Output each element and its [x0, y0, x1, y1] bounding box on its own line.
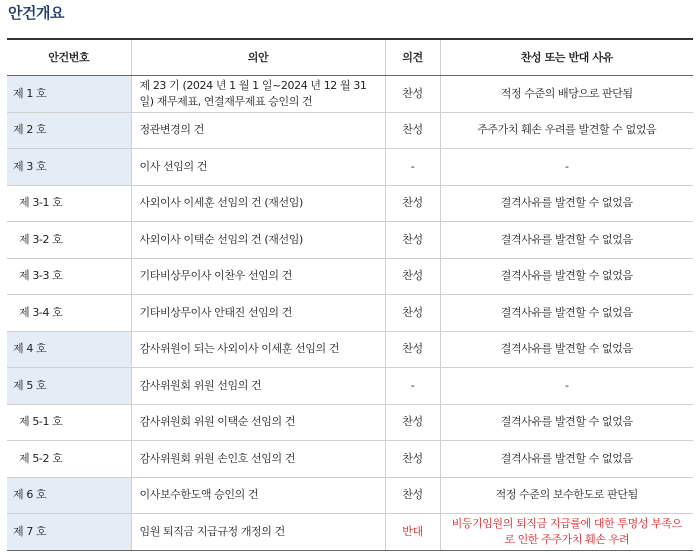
table-row [7, 222, 693, 259]
agenda-title-cell: 감사위원회 위원 이택순 선임의 건 [131, 404, 385, 441]
opinion-cell: 찬성 [385, 222, 440, 259]
table-row [7, 258, 693, 295]
reason-cell: 주주가치 훼손 우려를 발견할 수 없었음 [440, 112, 693, 149]
table-row [7, 295, 693, 332]
agenda-title-cell: 임원 퇴직금 지급규정 개정의 건 [131, 514, 385, 551]
opinion-cell: 반대 [385, 514, 440, 551]
reason-cell: 적정 수준의 배당으로 판단됨 [440, 75, 693, 112]
agenda-title-cell: 감사위원회 위원 손인호 선임의 건 [131, 441, 385, 478]
agenda-number-cell: 제 5 호 [7, 368, 131, 405]
reason-cell: 결격사유를 발견할 수 없었음 [440, 295, 693, 332]
agenda-table [7, 38, 693, 551]
agenda-title-cell: 기타비상무이사 이찬우 선임의 건 [131, 258, 385, 295]
table-row [7, 149, 693, 186]
header-agenda-number: 안건번호 [7, 39, 131, 75]
agenda-title-cell: 감사위원이 되는 사외이사 이세훈 선임의 건 [131, 331, 385, 368]
opinion-cell: 찬성 [385, 75, 440, 112]
table-row [7, 477, 693, 514]
table-row [7, 331, 693, 368]
table-row [7, 75, 693, 112]
header-opinion: 의견 [385, 39, 440, 75]
table-row [7, 112, 693, 149]
reason-cell: 결격사유를 발견할 수 없었음 [440, 441, 693, 478]
agenda-title-cell: 기타비상무이사 안태진 선임의 건 [131, 295, 385, 332]
agenda-number-cell: 제 3 호 [7, 149, 131, 186]
reason-cell: 적정 수준의 보수한도로 판단됨 [440, 477, 693, 514]
table-header-row [7, 39, 693, 75]
reason-cell: 결격사유를 발견할 수 없었음 [440, 185, 693, 222]
agenda-number-cell: 제 3-4 호 [7, 295, 131, 332]
reason-cell: 결격사유를 발견할 수 없었음 [440, 331, 693, 368]
opinion-cell: 찬성 [385, 477, 440, 514]
agenda-number-cell: 제 1 호 [7, 75, 131, 112]
agenda-title-cell: 제 23 기 (2024 년 1 월 1 일~2024 년 12 월 31 일) 재무제표, 연결재무제표 승인의 건 [131, 75, 385, 112]
table-body [7, 75, 693, 551]
agenda-number-cell: 제 5-1 호 [7, 404, 131, 441]
table-row [7, 441, 693, 478]
agenda-number-cell: 제 2 호 [7, 112, 131, 149]
table-row [7, 185, 693, 222]
agenda-number-cell: 제 3-2 호 [7, 222, 131, 259]
opinion-cell: 찬성 [385, 404, 440, 441]
reason-cell: - [440, 368, 693, 405]
opinion-cell: 찬성 [385, 331, 440, 368]
opinion-cell: 찬성 [385, 441, 440, 478]
page-title: 안건개요 [8, 4, 64, 22]
agenda-title-cell: 이사 선임의 건 [131, 149, 385, 186]
agenda-number-cell: 제 7 호 [7, 514, 131, 551]
agenda-title-cell: 감사위원회 위원 선임의 건 [131, 368, 385, 405]
table-row [7, 514, 693, 551]
reason-cell: 비등기임원의 퇴직금 지급률에 대한 투명성 부족으로 인한 주주가치 훼손 우려 [440, 514, 693, 551]
table-row [7, 404, 693, 441]
agenda-number-cell: 제 4 호 [7, 331, 131, 368]
opinion-cell: - [385, 368, 440, 405]
reason-cell: - [440, 149, 693, 186]
opinion-cell: 찬성 [385, 295, 440, 332]
opinion-cell: 찬성 [385, 185, 440, 222]
agenda-title-cell: 정관변경의 건 [131, 112, 385, 149]
opinion-cell: 찬성 [385, 112, 440, 149]
opinion-cell: 찬성 [385, 258, 440, 295]
agenda-title-cell: 이사보수한도액 승인의 건 [131, 477, 385, 514]
agenda-title-cell: 사외이사 이세훈 선임의 건 (재선임) [131, 185, 385, 222]
header-agenda: 의안 [131, 39, 385, 75]
header-reason: 찬성 또는 반대 사유 [440, 39, 693, 75]
agenda-number-cell: 제 3-3 호 [7, 258, 131, 295]
reason-cell: 결격사유를 발견할 수 없었음 [440, 258, 693, 295]
agenda-number-cell: 제 6 호 [7, 477, 131, 514]
reason-cell: 결격사유를 발견할 수 없었음 [440, 222, 693, 259]
opinion-cell: - [385, 149, 440, 186]
agenda-number-cell: 제 5-2 호 [7, 441, 131, 478]
reason-cell: 결격사유를 발견할 수 없었음 [440, 404, 693, 441]
agenda-title-cell: 사외이사 이택순 선임의 건 (재선임) [131, 222, 385, 259]
table-row [7, 368, 693, 405]
agenda-number-cell: 제 3-1 호 [7, 185, 131, 222]
